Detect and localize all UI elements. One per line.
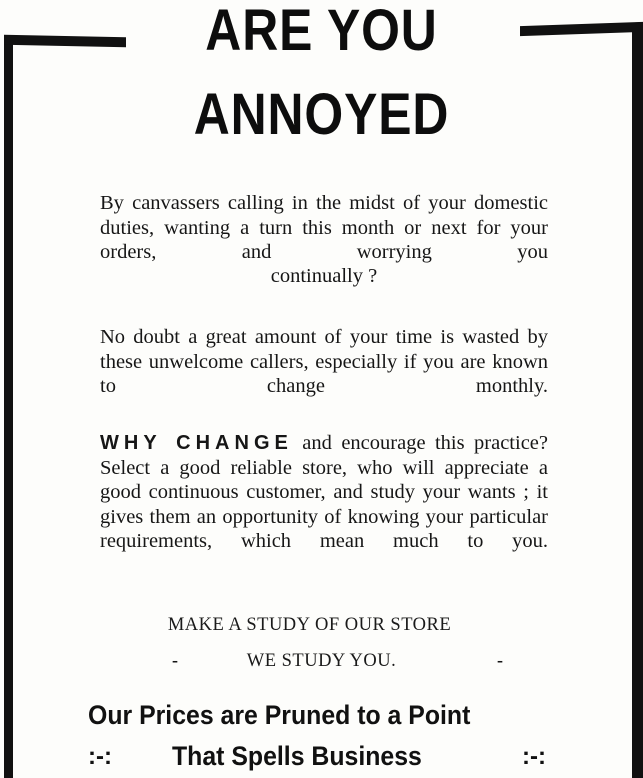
tagline-spells-business: That Spells Business: [172, 741, 422, 771]
why-change-lead: WHY CHANGE: [100, 432, 293, 454]
slogan-dash-left: -: [172, 650, 178, 670]
headline-line-2: ANNOYED: [193, 82, 450, 147]
paragraph-canvassers: By canvassers calling in the midst of your domestic duties, wanting a turn this month or next for your orders, and worrying you: [100, 192, 548, 263]
paragraph-wasted-time: No doubt a great amount of your time is wasted by these unwelcome callers, especially if you are known to change monthly.: [100, 326, 548, 397]
slogan-study-store: MAKE A STUDY OF OUR STORE: [167, 615, 452, 635]
why-change-body: and encourage this practice? Select a good reliable store, who will appreciate a good continuous customer, and study your wants ; it gives them an opportunity of knowing your particular requirements, which mean much to you.: [100, 432, 548, 552]
ornament-right: :-:: [522, 743, 546, 770]
ornament-left: :-:: [88, 743, 112, 770]
paragraph-canvassers-end: continually ?: [270, 265, 378, 287]
slogan-dash-right: -: [497, 650, 503, 670]
tagline-prices-pruned: Our Prices are Pruned to a Point: [88, 700, 471, 730]
paragraph-why-change: [100, 431, 548, 554]
headline-line-1: ARE YOU: [205, 0, 438, 63]
slogan-study-you: WE STUDY YOU.: [246, 651, 397, 671]
